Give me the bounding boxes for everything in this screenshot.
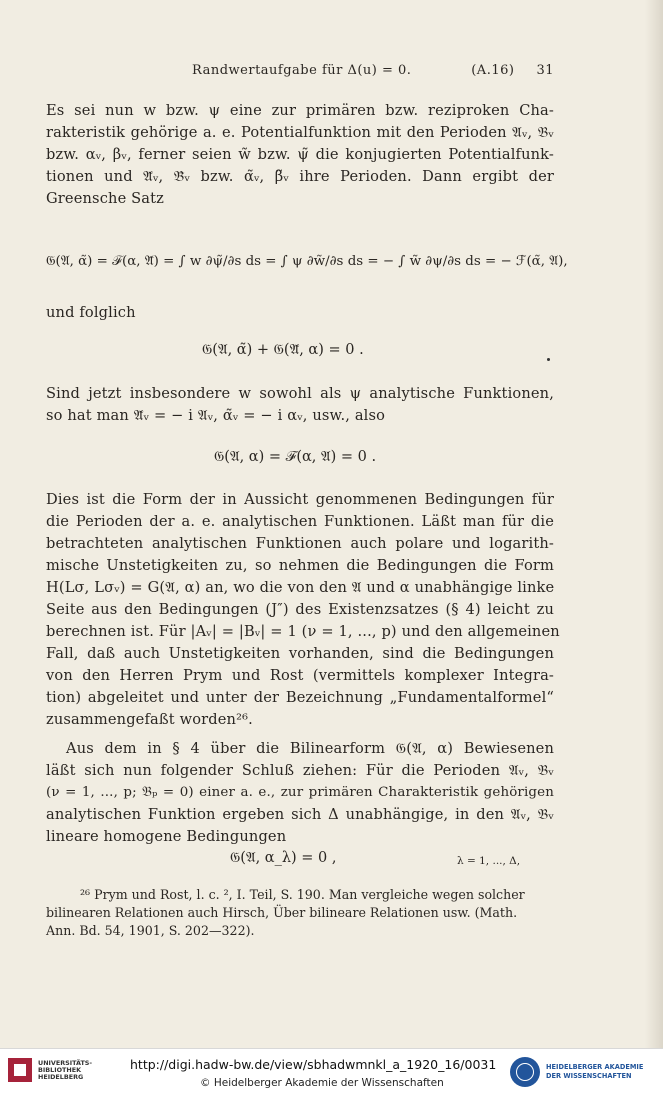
page-edge-shadow xyxy=(645,0,663,1048)
section-label: (A.16) xyxy=(471,63,515,78)
formula-sum-zero: 𝔊(𝔄, α̃) + 𝔊(𝔄̃, α) = 0 . xyxy=(202,342,364,358)
text-line: und folglich xyxy=(46,304,136,321)
running-header xyxy=(192,63,554,78)
formula-greens-theorem: 𝔊(𝔄, α̃) = ℱ(α, 𝔄̃) = ∫ w ∂ψ̃/∂s ds = ∫ ψ ∂w̃/∂s ds = − ∫ w̃ ∂ψ/∂s ds = − ℱ(α̃, 𝔄), xyxy=(46,254,568,269)
academy-name: HEIDELBERGER AKADEMIE DER WISSENSCHAFTEN xyxy=(546,1063,644,1080)
text-line: Greensche Satz xyxy=(46,190,164,207)
text-line: betrachteten analytischen Funktionen auch polare und logarith- xyxy=(46,535,554,552)
library-emblem-icon xyxy=(8,1058,32,1082)
text-line: die Perioden der a. e. analytischen Funktionen. Läßt man für die xyxy=(46,513,554,530)
text-line: mische Unstetigkeiten zu, so nehmen die Bedingungen die Form xyxy=(46,557,554,574)
copyright-notice: © Heidelberger Akademie der Wissenschaften xyxy=(200,1077,444,1089)
text-line: H(Lσ, Lσᵥ) = G(𝔄, α) an, wo die von den 𝔄 und α unabhängige linke xyxy=(46,579,555,596)
page-number: 31 xyxy=(536,63,554,78)
formula-bilinear-conditions: 𝔊(𝔄, α_λ) = 0 , xyxy=(230,850,337,866)
text-line: Es sei nun w bzw. ψ eine zur primären bzw. reziproken Cha- xyxy=(46,102,554,119)
university-library-logo[interactable] xyxy=(8,1058,108,1082)
text-line: tion) abgeleitet und unter der Bezeichnung „Fundamentalformel“ xyxy=(46,689,554,706)
text-line: (ν = 1, ..., p; 𝔅ₚ = 0) einer a. e., zur primären Charakteristik gehörigen xyxy=(46,785,554,800)
text-line: zusammengefaßt worden²⁶. xyxy=(46,711,253,728)
text-line: Sind jetzt insbesondere w sowohl als ψ analytische Funktionen, xyxy=(46,385,554,402)
viewer-footer xyxy=(0,1048,663,1096)
footnote-line: Ann. Bd. 54, 1901, S. 202—322). xyxy=(46,923,255,938)
permalink-url[interactable]: http://digi.hadw-bw.de/view/sbhadwmnkl_a_1920_16/0031 xyxy=(130,1057,497,1072)
running-title: Randwertaufgabe für Δ(u) = 0. xyxy=(192,63,412,78)
text-line: tionen und 𝔄̃ᵥ, 𝔅̃ᵥ bzw. α̃ᵥ, β̃ᵥ ihre Perioden. Dann ergibt der xyxy=(46,168,554,185)
formula-index-range: λ = 1, ..., Δ, xyxy=(457,855,521,867)
footnote-line: ²⁶ Prym und Rost, l. c. ², I. Teil, S. 190. Man vergleiche wegen solcher xyxy=(80,887,525,902)
text-line: rakteristik gehörige a. e. Potentialfunktion mit den Perioden 𝔄ᵥ, 𝔅ᵥ xyxy=(46,124,554,141)
text-line: Aus dem in § 4 über die Bilinearform 𝔊(𝔄, α) Bewiesenen xyxy=(66,740,554,757)
formula-analytic-condition: 𝔊(𝔄, α) = ℱ(α, 𝔄) = 0 . xyxy=(214,449,377,465)
text-line: läßt sich nun folgender Schluß ziehen: Für die Perioden 𝔄ᵥ, 𝔅ᵥ xyxy=(46,762,554,779)
ink-dot xyxy=(547,358,550,361)
text-line: analytischen Funktion ergeben sich Δ unabhängige, in den 𝔄ᵥ, 𝔅ᵥ xyxy=(46,806,554,823)
text-line: Fall, daß auch Unstetigkeiten vorhanden, sind die Bedingungen xyxy=(46,645,554,662)
footnote-line: bilinearen Relationen auch Hirsch, Über bilineare Relationen usw. (Math. xyxy=(46,905,518,920)
text-line: von den Herren Prym und Rost (vermittels komplexer Integra- xyxy=(46,667,554,684)
text-line: berechnen ist. Für |Aᵥ| = |Bᵥ| = 1 (ν = 1, ..., p) und den allgemeinen xyxy=(46,623,560,640)
library-name: UNIVERSITÄTS- BIBLIOTHEK HEIDELBERG xyxy=(38,1058,93,1081)
academy-seal-icon xyxy=(510,1057,540,1087)
text-line: so hat man 𝔄̃ᵥ = − i 𝔄ᵥ, α̃ᵥ = − i αᵥ, usw., also xyxy=(46,407,386,424)
text-line: lineare homogene Bedingungen xyxy=(46,828,287,845)
text-line: Seite aus den Bedingungen (J″) des Existenzsatzes (§ 4) leicht zu xyxy=(46,601,554,618)
text-line: bzw. αᵥ, βᵥ, ferner seien w̃ bzw. ψ̃ die konjugierten Potentialfunk- xyxy=(46,146,554,163)
academy-logo[interactable] xyxy=(510,1057,656,1087)
text-line: Dies ist die Form der in Aussicht genommenen Bedingungen für xyxy=(46,491,554,508)
